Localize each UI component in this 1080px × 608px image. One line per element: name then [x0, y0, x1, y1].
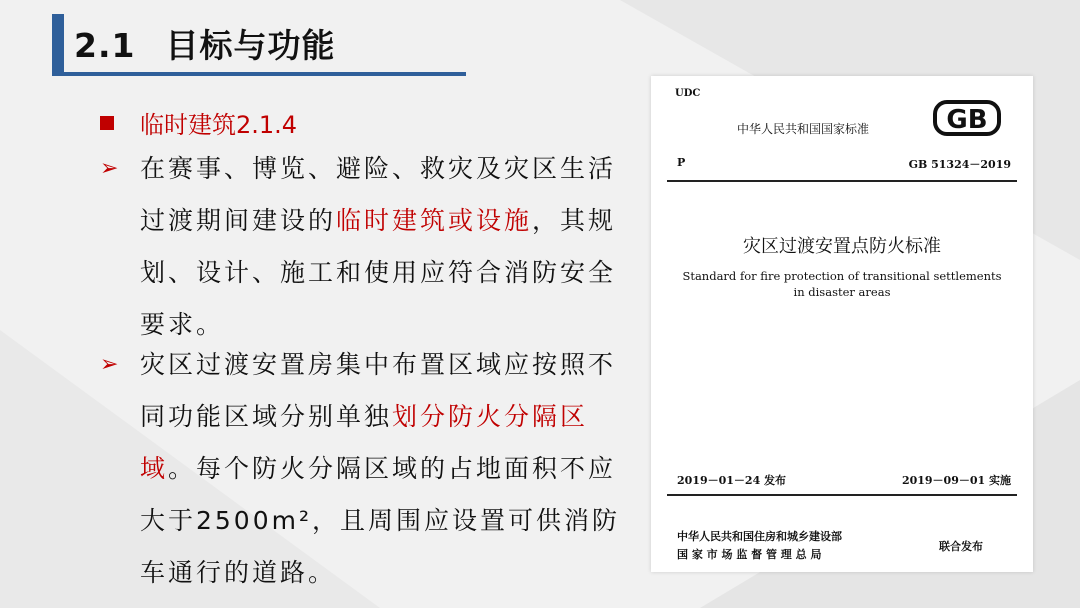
- svg-text:GB: GB: [946, 105, 988, 135]
- issuer-line-1: 中华人民共和国住房和城乡建设部: [677, 530, 842, 543]
- divider: [667, 180, 1017, 182]
- udc-label: UDC: [675, 88, 701, 99]
- square-bullet-icon: [100, 116, 114, 130]
- title-accent-bar: [52, 14, 64, 72]
- paragraph-text: 灾区过渡安置房集中布置区域应按照不同功能区域分别单独划分防火分隔区域。每个防火分隔区域的占地面积不应大于2500m²，且周围应设置可供消防车通行的道路。: [140, 350, 620, 587]
- category-label: P: [677, 156, 686, 169]
- heading-text: 临时建筑2.1.4: [140, 111, 298, 139]
- implement-date: 2019－09－01 实施: [901, 474, 1011, 487]
- list-item: [100, 339, 620, 599]
- paragraph-text: 在赛事、博览、避险、救灾及灾区生活过渡期间建设的临时建筑或设施，其规划、设计、施工和使用应符合消防安全要求。: [140, 154, 617, 339]
- section-number: 2.1: [74, 26, 136, 65]
- title-underline: [52, 72, 466, 76]
- release-date: 2019－01－24 发布: [677, 474, 787, 487]
- joint-release-label: 联合发布: [939, 540, 983, 553]
- section-title: 目标与功能: [165, 26, 336, 65]
- standard-cover-image: [651, 76, 1033, 572]
- arrow-bullet-icon: ➢: [100, 352, 119, 377]
- highlighted-text: 划分防火分隔区域: [140, 402, 589, 483]
- gb-logo-icon: [933, 98, 1001, 138]
- page-title: [74, 20, 335, 67]
- national-standard-label: 中华人民共和国国家标准: [737, 122, 870, 136]
- arrow-bullet-icon: ➢: [100, 156, 119, 181]
- standard-title-en: Standard for fire protection of transitional settlements in disaster areas: [682, 269, 1002, 299]
- highlighted-text: 临时建筑或设施: [336, 206, 533, 235]
- content-heading: [100, 105, 297, 140]
- issuer-line-2: 国 家 市 场 监 督 管 理 总 局: [677, 548, 822, 561]
- section-title-bar: [52, 14, 466, 72]
- divider: [667, 494, 1017, 496]
- list-item: [100, 143, 620, 351]
- standard-title-cn: 灾区过渡安置点防火标准: [743, 236, 941, 257]
- standard-code: GB 51324－2019: [908, 158, 1011, 171]
